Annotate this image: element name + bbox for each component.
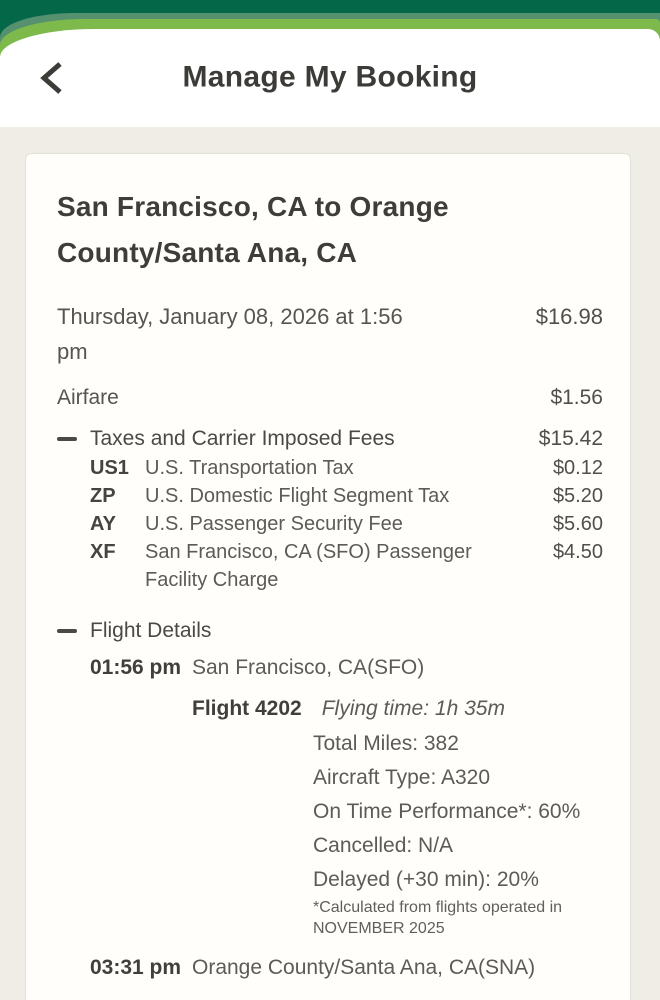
airfare-row <box>57 383 603 413</box>
departure-time: 01:56 pm <box>90 656 182 679</box>
tax-amount: $0.12 <box>552 457 603 479</box>
page-title: Manage My Booking <box>182 60 478 94</box>
tax-amount: $5.20 <box>552 485 603 507</box>
airfare-amount: $1.56 <box>550 386 603 409</box>
tax-code: XF <box>90 541 116 563</box>
arrival-time: 03:31 pm <box>90 956 182 979</box>
tax-row <box>57 538 603 594</box>
flight-number: Flight 4202 <box>192 697 302 720</box>
tax-amount: $5.60 <box>552 513 603 535</box>
flight-info-list <box>313 727 603 897</box>
collapse-minus-icon[interactable] <box>57 629 77 633</box>
flight-details-header[interactable] <box>57 616 603 646</box>
tax-row <box>57 454 603 482</box>
flying-time: Flying time: 1h 35m <box>321 697 505 720</box>
tax-name: U.S. Domestic Flight Segment Tax <box>145 485 450 507</box>
booking-card <box>25 153 631 1000</box>
taxes-section <box>57 424 603 594</box>
arrival-location: Orange County/Santa Ana, CA(SNA) <box>192 956 536 979</box>
tax-row <box>57 482 603 510</box>
flight-info-line: On Time Performance*: 60% <box>313 800 581 823</box>
tax-code: US1 <box>90 457 129 479</box>
tax-name: U.S. Transportation Tax <box>145 457 354 479</box>
route-title: San Francisco, CA to Orange County/Santa Ana, CA <box>57 191 449 268</box>
departure-datetime: Thursday, January 08, 2026 at 1:56 pm <box>57 304 403 364</box>
departure-datetime-row <box>57 299 603 369</box>
performance-footnote: *Calculated from flights operated in NOVEMBER 2025 <box>313 899 563 937</box>
airfare-label: Airfare <box>57 386 119 409</box>
arrival-leg-row <box>57 953 603 983</box>
collapse-minus-icon[interactable] <box>57 437 77 441</box>
flight-info-line: Total Miles: 382 <box>313 732 459 755</box>
departure-location: San Francisco, CA(SFO) <box>192 656 425 679</box>
tax-code: AY <box>90 513 116 535</box>
flight-info-line: Aircraft Type: A320 <box>313 766 491 789</box>
taxes-total: $15.42 <box>538 427 603 450</box>
flight-info-line: Cancelled: N/A <box>313 834 454 857</box>
departure-leg-row <box>57 653 603 683</box>
flight-info-line: Delayed (+30 min): 20% <box>313 868 539 891</box>
tax-name: San Francisco, CA (SFO) Passenger Facility Charge <box>145 541 472 591</box>
header-bar <box>0 29 660 127</box>
taxes-section-header[interactable] <box>57 424 603 454</box>
flight-number-row <box>192 694 603 724</box>
tax-code: ZP <box>90 485 116 507</box>
tax-row <box>57 510 603 538</box>
tax-name: U.S. Passenger Security Fee <box>145 513 403 535</box>
tax-amount: $4.50 <box>552 541 603 563</box>
flight-details-section <box>57 616 603 983</box>
total-price: $16.98 <box>535 304 603 329</box>
flight-details-title: Flight Details <box>90 619 212 642</box>
taxes-section-title: Taxes and Carrier Imposed Fees <box>90 427 395 450</box>
app-header <box>0 0 660 127</box>
